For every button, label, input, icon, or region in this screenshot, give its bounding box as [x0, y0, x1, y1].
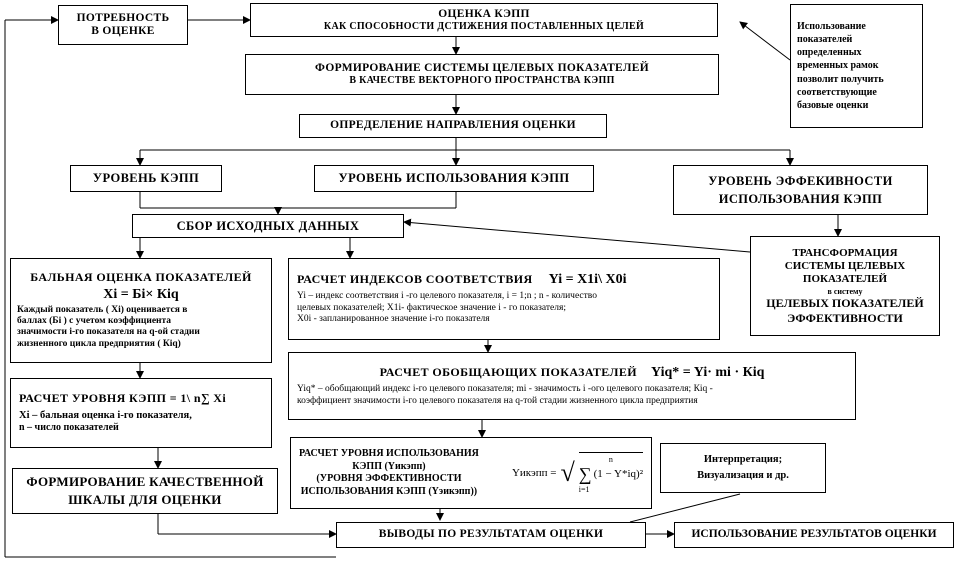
generalized-desc1: Yiq* – обобщающий индекс i-го целевого показателя; mi - значимость i -ого целевого показателя; Кiq - [297, 384, 713, 395]
arrow-note-to-evaluation [740, 22, 790, 60]
ball-score-formula: Xi = Бi× Кiq [103, 286, 179, 302]
transformation-box [750, 236, 940, 336]
usage-level-line3: (УРОВНЯ ЭФФЕКТИВНОСТИ [316, 473, 462, 484]
index-calc-title: РАСЧЕТ ИНДЕКСОВ СООТВЕТСТВИЯ [297, 272, 533, 287]
kepp-level-title: РАСЧЕТ УРОВНЯ КЭПП = 1\ n∑ Xi [19, 390, 227, 405]
generalized-title: РАСЧЕТ ОБОБЩАЮЩИХ ПОКАЗАТЕЛЕЙ [379, 365, 638, 380]
ball-score-desc1: Каждый показатель ( Xi) оценивается в [17, 304, 188, 315]
need-line2: В ОЦЕНКЕ [91, 25, 155, 37]
level-efficiency-box [673, 165, 928, 215]
qual-scale-line1: ФОРМИРОВАНИЕ КАЧЕСТВЕННОЙ [26, 474, 264, 490]
generalized-desc2: коэффициент значимости i-го целевого показателя на q-той стадии жизненного цикла предприятия [297, 395, 698, 406]
interpretation-box [660, 443, 826, 493]
index-calc-formula: Yi = X1i\ X0i [548, 272, 627, 288]
note-indicators-line: соответствующие [797, 86, 877, 98]
note-indicators-line: показателей [797, 34, 853, 46]
interpretation-line1: Интерпретация; [703, 454, 783, 466]
usage-formula-lhs: Yикэпп = [511, 466, 557, 479]
generalized-box [288, 352, 856, 420]
usage-level-line1: РАСЧЕТ УРОВНЯ ИСПОЛЬЗОВАНИЯ [299, 448, 479, 459]
note-indicators-line: временных рамок [797, 60, 879, 72]
evaluation-line2: КАК СПОСОБНОСТИ ДСТИЖЕНИЯ ПОСТАВЛЕННЫХ ЦЕЛЕЙ [323, 20, 645, 32]
evaluation-box [250, 3, 718, 37]
target-system-box [245, 54, 719, 95]
note-indicators-line: базовые оценки [797, 99, 869, 111]
ball-score-desc2: баллах (Бi ) с учетом коэффициента [17, 316, 172, 327]
kepp-level-desc1: Xi – бальная оценка i-го показателя, [19, 409, 192, 421]
results-usage-text: ИСПОЛЬЗОВАНИЕ РЕЗУЛЬТАТОВ ОЦЕНКИ [691, 528, 937, 541]
note-indicators-line: Использование [797, 20, 866, 32]
usage-formula-body: (1 − Y*iq)² [593, 468, 643, 481]
sum-icon: ∑ [578, 464, 592, 485]
index-calc-desc2: целевых показателей; X1i- фактическое значение i - го показателя; [297, 302, 566, 313]
level-kepp-box [70, 165, 222, 192]
usage-level-line2: КЭПП (Yикэпп) [352, 460, 426, 472]
usage-level-line4: ИСПОЛЬЗОВАНИЯ КЭПП (Yэикэпп)) [300, 485, 478, 497]
conclusions-box [336, 522, 646, 548]
data-collection-box [132, 214, 404, 238]
results-usage-box [674, 522, 954, 548]
sqrt-icon: √ [560, 458, 575, 487]
note-indicators-line: определенных [797, 47, 862, 59]
usage-level-formula [512, 452, 643, 494]
interpretation-line2: Визуализация и др. [697, 470, 789, 481]
target-system-line2: В КАЧЕСТВЕ ВЕКТОРНОГО ПРОСТРАНСТВА КЭПП [349, 75, 615, 87]
note-indicators-line: позволит получить [797, 73, 884, 85]
index-calc-desc3: X0i - запланированное значение i-го показателя [297, 314, 490, 325]
usage-level-box [290, 437, 652, 509]
usage-formula-top: n [608, 454, 613, 464]
note-indicators-box [790, 4, 923, 128]
data-collection-text: СБОР ИСХОДНЫХ ДАННЫХ [176, 218, 360, 233]
kepp-level-desc2: n – число показателей [19, 422, 119, 434]
conclusions-text: ВЫВОДЫ ПО РЕЗУЛЬТАТАМ ОЦЕНКИ [378, 528, 604, 541]
direction-text: ОПРЕДЕЛЕНИЕ НАПРАВЛЕНИЯ ОЦЕНКИ [330, 119, 576, 132]
ball-score-title: БАЛЬНАЯ ОЦЕНКА ПОКАЗАТЕЛЕЙ [30, 269, 252, 284]
transformation-line1: ТРАНСФОРМАЦИЯ [792, 247, 898, 260]
level-kepp-text: УРОВЕНЬ КЭПП [92, 171, 200, 186]
ball-score-desc4: жизненного цикла предприятия ( Кiq) [17, 338, 181, 349]
transformation-line2: СИСТЕМЫ ЦЕЛЕВЫХ [784, 260, 906, 273]
need-box [58, 5, 188, 45]
evaluation-line1: ОЦЕНКА КЭПП [438, 7, 530, 20]
qual-scale-line2: ШКАЛЫ ДЛЯ ОЦЕНКИ [68, 492, 222, 507]
transformation-line4: в систему [827, 286, 863, 296]
need-line1: ПОТРЕБНОСТЬ [76, 11, 170, 24]
transformation-line6: ЭФФЕКТИВНОСТИ [787, 310, 903, 325]
level-efficiency-line2: ИСПОЛЬЗОВАНИЯ КЭПП [718, 192, 883, 206]
ball-score-box [10, 258, 272, 363]
qual-scale-box [12, 468, 278, 514]
direction-box [299, 114, 607, 138]
index-calc-desc1: Yi – индекс соответствия i -го целевого показателя, i = 1;n ; n - количество [297, 291, 597, 302]
index-calc-box [288, 258, 720, 340]
target-system-line1: ФОРМИРОВАНИЕ СИСТЕМЫ ЦЕЛЕВЫХ ПОКАЗАТЕЛЕЙ [315, 62, 649, 75]
ball-score-desc3: значимости i-го показателя на q-ой стадии [17, 327, 200, 338]
kepp-level-box [10, 378, 272, 448]
level-usage-text: УРОВЕНЬ ИСПОЛЬЗОВАНИЯ КЭПП [338, 171, 570, 186]
usage-formula-bottom: i=1 [578, 484, 590, 494]
transformation-line5: ЦЕЛЕВЫХ ПОКАЗАТЕЛЕЙ [766, 296, 924, 311]
transformation-line3: ПОКАЗАТЕЛЕЙ [802, 273, 888, 286]
arrow-transformation-to-collection [404, 222, 750, 252]
generalized-formula: Yiq* = Yi· mi · Кiq [651, 365, 765, 381]
level-efficiency-line1: УРОВЕНЬ ЭФФЕКИВНОСТИ [708, 173, 893, 188]
level-usage-box [314, 165, 594, 192]
